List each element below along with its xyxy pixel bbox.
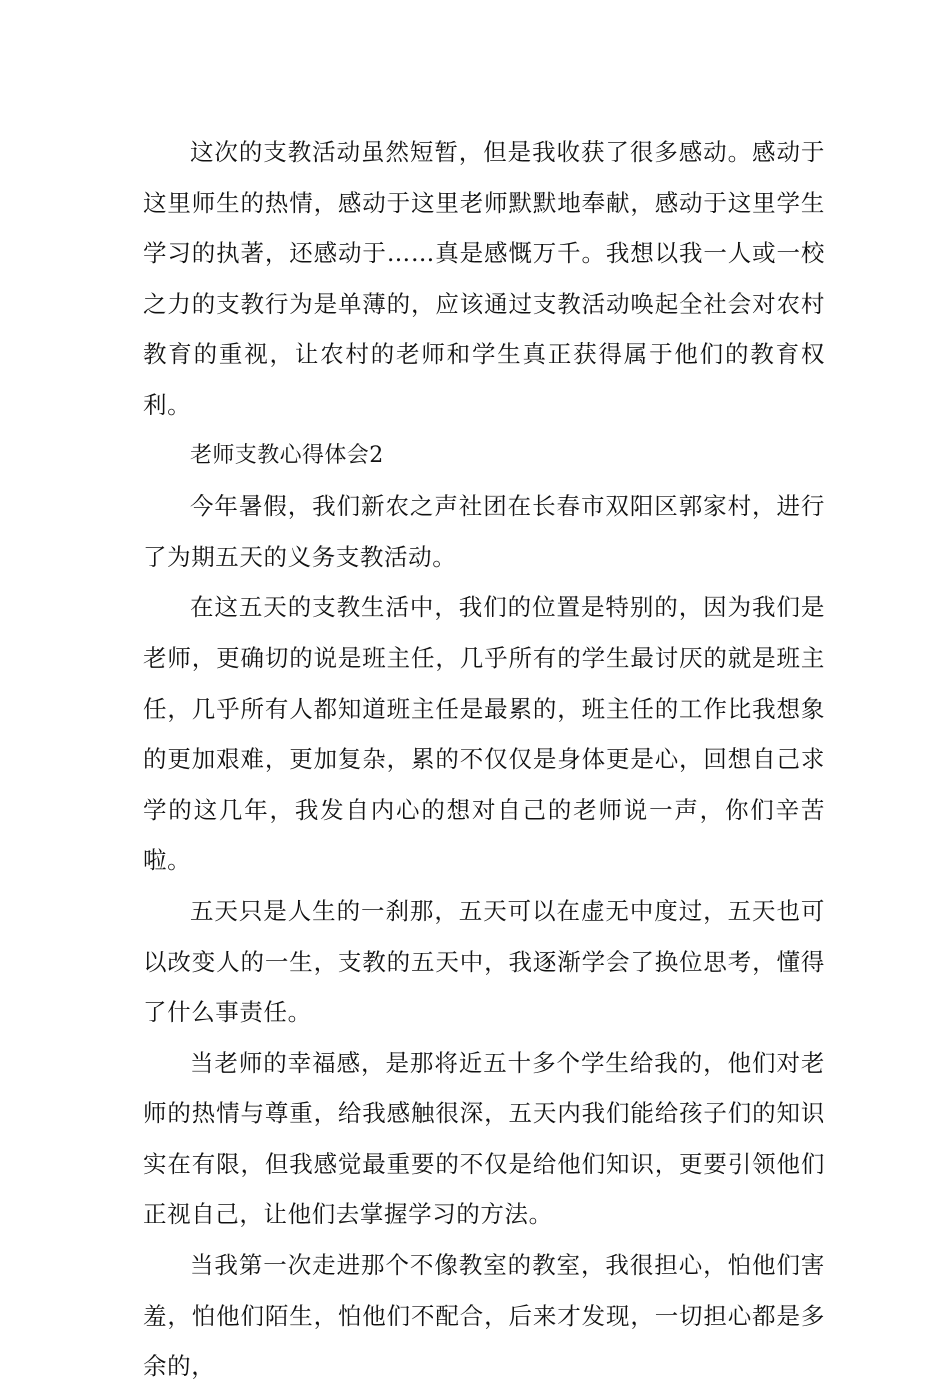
section-heading: 老师支教心得体会2 (190, 442, 384, 468)
paragraph-4: 五天只是人生的一刹那，五天可以在虚无中度过，五天也可以改变人的一生，支教的五天中，我逐渐学会了换位思考，懂得了什么事责任。 (143, 896, 825, 1027)
paragraph-5: 当老师的幸福感，是那将近五十多个学生给我的，他们对老师的热情与尊重，给我感触很深，五天内我们能给孩子们的知识实在有限，但我感觉最重要的不仅是给他们知识，更要引领他们正视自己，让他们去掌握学习的方法。 (143, 1048, 825, 1229)
paragraph-1: 这次的支教活动虽然短暂，但是我收获了很多感动。感动于这里师生的热情，感动于这里老师默默地奉献，感动于这里学生学习的执著，还感动于……真是感慨万千。我想以我一人或一校之力的支教行为是单薄的，应该通过支教活动唤起全社会对农村教育的重视，让农村的老师和学生真正获得属于他们的教育权利。 (143, 138, 825, 419)
paragraph-3: 在这五天的支教生活中，我们的位置是特别的，因为我们是老师，更确切的说是班主任，几乎所有的学生最讨厌的就是班主任，几乎所有人都知道班主任是最累的，班主任的工作比我想象的更加艰难，更加复杂，累的不仅仅是身体更是心，回想自己求学的这几年，我发自内心的想对自己的老师说一声，你们辛苦啦。 (143, 593, 825, 875)
paragraph-2: 今年暑假，我们新农之声社团在长春市双阳区郭家村，进行了为期五天的义务支教活动。 (143, 492, 825, 571)
paragraph-6: 当我第一次走进那个不像教室的教室，我很担心，怕他们害羞，怕他们陌生，怕他们不配合，后来才发现，一切担心都是多余的， (143, 1251, 825, 1381)
document-body (143, 127, 825, 1392)
